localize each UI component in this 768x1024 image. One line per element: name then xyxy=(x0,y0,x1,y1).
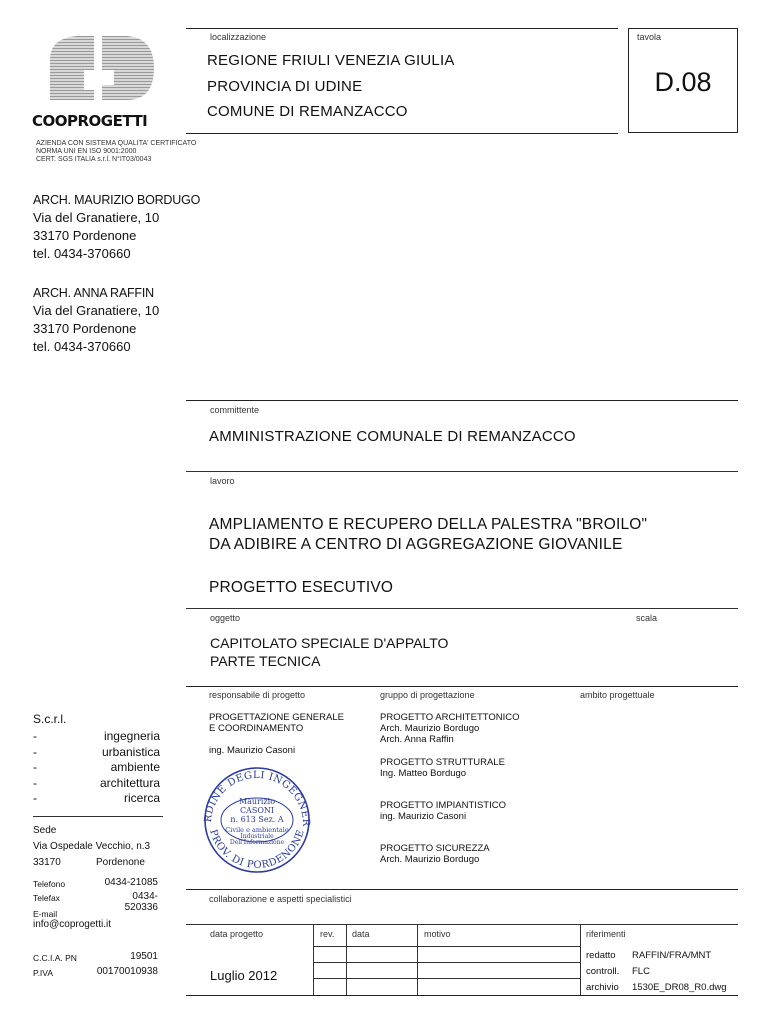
seal-name1: Maurizio xyxy=(238,797,276,806)
ccia-label: C.C.I.A. PN xyxy=(33,953,77,963)
riferimenti-value: FLC xyxy=(632,966,650,977)
riferimenti-value: 1530E_DR08_R0.dwg xyxy=(632,982,727,993)
riferimenti-row: redatto xyxy=(586,950,616,961)
cert-line: NORMA UNI EN ISO 9001:2000 xyxy=(36,148,137,155)
committente-label: committente xyxy=(210,405,260,415)
responsabile-label: responsabile di progetto xyxy=(209,690,306,700)
activities-list xyxy=(33,729,160,807)
architect-block xyxy=(33,191,200,263)
sede-city: Pordenone xyxy=(96,857,145,868)
riferimenti-label: riferimenti xyxy=(586,929,626,939)
architect-street: Via del Granatiere, 10 xyxy=(33,210,160,225)
seal-stamp-icon xyxy=(193,762,321,878)
telefono-label: Telefono xyxy=(33,879,66,889)
oggetto-line: PARTE TECNICA xyxy=(210,653,321,669)
activity-item: - ricerca xyxy=(33,791,160,805)
riferimenti-row: controll. xyxy=(586,966,620,977)
localizzazione-comune: COMUNE DI REMANZACCO xyxy=(207,103,408,120)
architect-name: ARCH. MAURIZIO BORDUGO xyxy=(33,193,201,207)
seal-top-text: RDINE DEGLI INGEGNER xyxy=(202,769,312,827)
responsabile-role: PROGETTAZIONE GENERALE E COORDINAMENTO xyxy=(209,712,344,734)
ccia-value: 19501 xyxy=(130,951,158,962)
piva-value: 00170010938 xyxy=(96,966,158,977)
telefax-value: 0434-520336 xyxy=(124,891,158,913)
gruppo-item: PROGETTO STRUTTURALE Ing. Matteo Bordugo xyxy=(380,757,505,779)
email-label: E-mail xyxy=(33,909,58,919)
architect-block xyxy=(33,284,159,356)
localizzazione-region: REGIONE FRIULI VENEZIA GIULIA xyxy=(207,52,455,69)
rev-label: rev. xyxy=(320,929,335,939)
telefono-value: 0434-21085 xyxy=(104,877,158,888)
company-logo xyxy=(32,30,167,138)
lavoro-line: AMPLIAMENTO E RECUPERO DELLA PALESTRA "BROILO" xyxy=(209,516,648,533)
activity-item: - ambiente xyxy=(33,760,160,774)
architect-tel: tel. 0434-370660 xyxy=(33,339,131,354)
seal-sector2: Industriale xyxy=(240,833,274,840)
email-value: info@coprogetti.it xyxy=(33,919,111,930)
architect-street: Via del Granatiere, 10 xyxy=(33,303,160,318)
engineer-seal xyxy=(193,762,321,878)
cert-line: AZIENDA CON SISTEMA QUALITA' CERTIFICATO xyxy=(36,140,197,147)
activity-item: - architettura xyxy=(33,775,160,790)
seal-bottom-text: PROV. DI PORDENONE xyxy=(207,828,307,872)
oggetto-label: oggetto xyxy=(210,613,241,623)
seal-sector1: Civile e ambientale xyxy=(225,826,289,834)
lavoro-line: DA ADIBIRE A CENTRO DI AGGREGAZIONE GIOVANILE xyxy=(209,536,623,553)
tavola-box xyxy=(628,28,738,133)
piva-label: P.IVA xyxy=(33,968,54,978)
company-logo-text: COOPROGETTI xyxy=(32,112,148,130)
gruppo-item: PROGETTO ARCHITETTONICO Arch. Maurizio Bordugo Arch. Anna Raffin xyxy=(380,712,520,745)
cert-line: CERT. SGS ITALIA s.r.l. N°IT03/0043 xyxy=(36,156,152,163)
cooprogetti-logo-icon xyxy=(32,30,167,110)
gruppo-label: gruppo di progettazione xyxy=(380,690,475,700)
lavoro-phase: PROGETTO ESECUTIVO xyxy=(209,579,394,596)
ambito-label: ambito progettuale xyxy=(580,690,655,700)
data-col-label: data xyxy=(352,929,370,939)
collaborazione-label: collaborazione e aspetti specialistici xyxy=(209,894,352,904)
gruppo-item: PROGETTO IMPIANTISTICO ing. Maurizio Casoni xyxy=(380,800,506,822)
motivo-label: motivo xyxy=(424,929,451,939)
committente-value: AMMINISTRAZIONE COMUNALE DI REMANZACCO xyxy=(209,428,576,445)
architect-name: ARCH. ANNA RAFFIN xyxy=(33,286,154,300)
localizzazione-province: PROVINCIA DI UDINE xyxy=(207,78,363,95)
sede-address: Via Ospedale Vecchio, n.3 xyxy=(33,841,151,852)
lavoro-label: lavoro xyxy=(210,476,235,486)
architect-city: 33170 Pordenone xyxy=(33,228,137,243)
architect-city: 33170 Pordenone xyxy=(33,321,137,336)
seal-num: n. 613 Sez. A xyxy=(230,815,284,824)
data-progetto-value: Luglio 2012 xyxy=(210,968,278,983)
activity-item: - ingegneria xyxy=(33,729,160,743)
localizzazione-label: localizzazione xyxy=(210,32,267,42)
scala-label: scala xyxy=(636,613,658,623)
responsabile-person: ing. Maurizio Casoni xyxy=(209,745,296,756)
riferimenti-row: archivio xyxy=(586,982,619,993)
activity-item: - urbanistica xyxy=(33,744,160,759)
oggetto-line: CAPITOLATO SPECIALE D'APPALTO xyxy=(210,635,449,651)
tavola-label: tavola xyxy=(637,32,662,42)
architect-tel: tel. 0434-370660 xyxy=(33,246,131,261)
seal-name2: CASONI xyxy=(239,806,275,815)
tavola-value: D.08 xyxy=(654,67,712,97)
sede-label: Sede xyxy=(33,825,57,836)
seal-sector3: Dell'Informazione xyxy=(229,839,285,846)
riferimenti-value: RAFFIN/FRA/MNT xyxy=(632,950,712,961)
gruppo-item: PROGETTO SICUREZZA Arch. Maurizio Bordugo xyxy=(380,843,490,865)
data-progetto-label: data progetto xyxy=(210,929,264,939)
telefax-label: Telefax xyxy=(33,893,60,903)
company-type: S.c.r.l. xyxy=(33,712,67,726)
sede-cap: 33170 xyxy=(33,857,61,868)
